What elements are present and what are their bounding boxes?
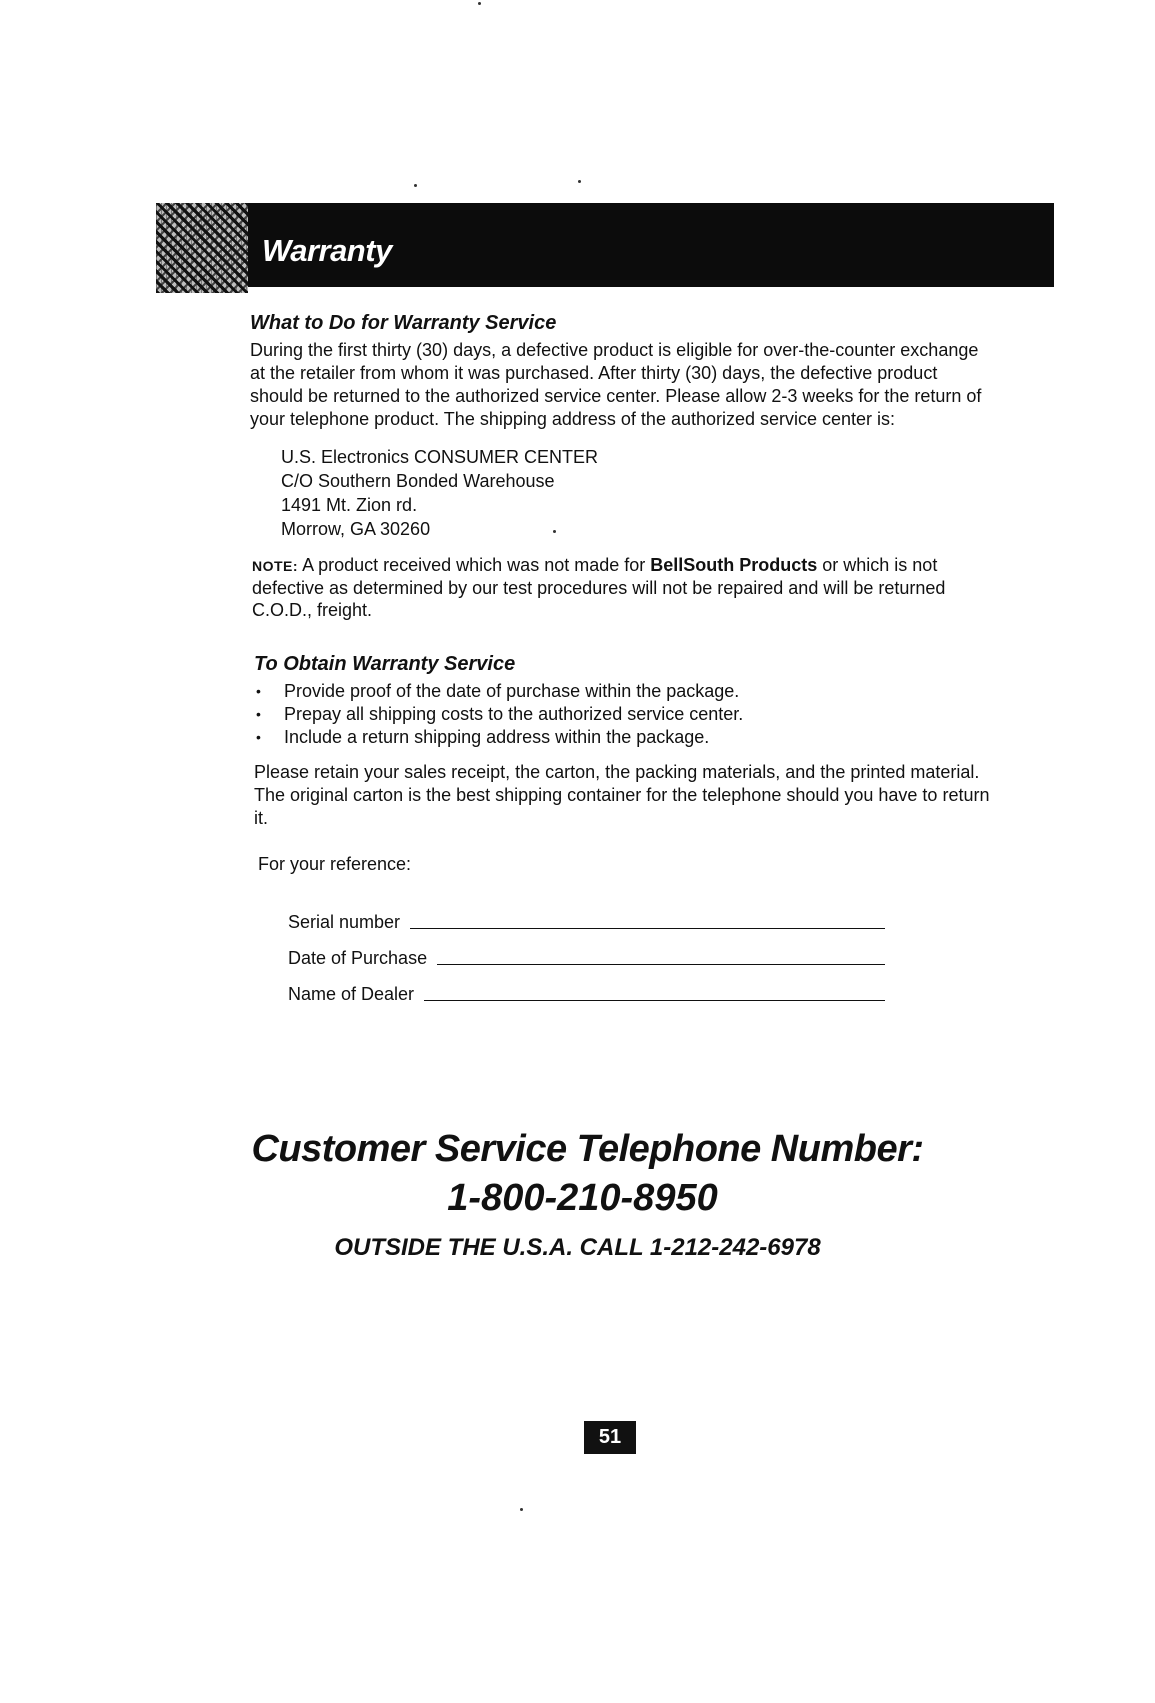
scan-speck <box>414 184 417 187</box>
requirements-list <box>254 680 990 749</box>
serial-number-row <box>288 897 885 933</box>
note-text: or which is not defective as determined by our test procedures will not be repaired and will be returned C.O.D., freight. <box>252 555 946 620</box>
note-text: A product received which was not made for <box>298 555 651 575</box>
note-label: NOTE: <box>252 558 299 574</box>
warranty-content <box>250 312 990 1005</box>
reference-intro: For your reference: <box>258 854 412 874</box>
list-item: • Include a return shipping address within the package. <box>256 727 710 747</box>
bullet-icon: • <box>256 729 261 745</box>
form-label: Date of Purchase <box>288 948 428 968</box>
list-item: • Prepay all shipping costs to the authorized service center. <box>256 704 744 724</box>
note-paragraph <box>252 554 990 621</box>
page-title: Warranty <box>262 233 392 268</box>
warranty-service-paragraph: During the first thirty (30) days, a defective product is eligible for over-the-counter exchange at the retailer from whom it was purchased. After thirty (30) days, the defective product should be returned to the authorized service center. Please allow 2-3 weeks for the return of your telephone product. The shipping address of the authorized service center is: <box>250 340 982 429</box>
brand-name: BellSouth Products <box>650 555 818 575</box>
warranty-service-section <box>250 312 990 621</box>
date-of-purchase-field[interactable] <box>437 964 885 965</box>
name-of-dealer-field[interactable] <box>424 1000 885 1001</box>
scan-speck <box>478 2 481 5</box>
retain-paragraph: Please retain your sales receipt, the carton, the packing materials, and the printed material. The original carton is the best shipping container for the telephone should you have to return it. <box>254 762 990 828</box>
customer-service-number: 1-800-210-8950 <box>447 1177 718 1219</box>
bullet-icon: • <box>256 706 261 722</box>
customer-service-title: Customer Service Telephone Number: <box>251 1128 924 1170</box>
service-center-address <box>281 445 990 541</box>
address-line: 1491 Mt. Zion rd. <box>281 495 418 515</box>
obtain-service-section <box>254 653 990 749</box>
form-label: Serial number <box>288 912 401 932</box>
serial-number-field[interactable] <box>410 928 885 929</box>
scan-speck <box>553 530 556 533</box>
scan-speck <box>520 1508 523 1511</box>
header-pattern-graphic <box>156 203 248 293</box>
name-of-dealer-row <box>288 969 885 1005</box>
page-number-badge: 51 <box>584 1421 636 1454</box>
section-heading-what-to-do: What to Do for Warranty Service <box>250 312 557 334</box>
form-label: Name of Dealer <box>288 984 415 1004</box>
reference-form <box>288 897 990 1005</box>
address-line: U.S. Electronics CONSUMER CENTER <box>281 447 599 467</box>
section-heading-obtain-service: To Obtain Warranty Service <box>254 653 516 675</box>
section-header-bar <box>156 203 1054 287</box>
address-line: Morrow, GA 30260 <box>281 519 431 539</box>
international-call-line: OUTSIDE THE U.S.A. CALL 1-212-242-6978 <box>334 1234 821 1261</box>
scan-speck <box>578 180 581 183</box>
address-line: C/O Southern Bonded Warehouse <box>281 471 555 491</box>
date-of-purchase-row <box>288 933 885 969</box>
list-item: • Provide proof of the date of purchase within the package. <box>256 681 740 701</box>
bullet-icon: • <box>256 683 261 699</box>
customer-service-block <box>0 1128 1155 1262</box>
